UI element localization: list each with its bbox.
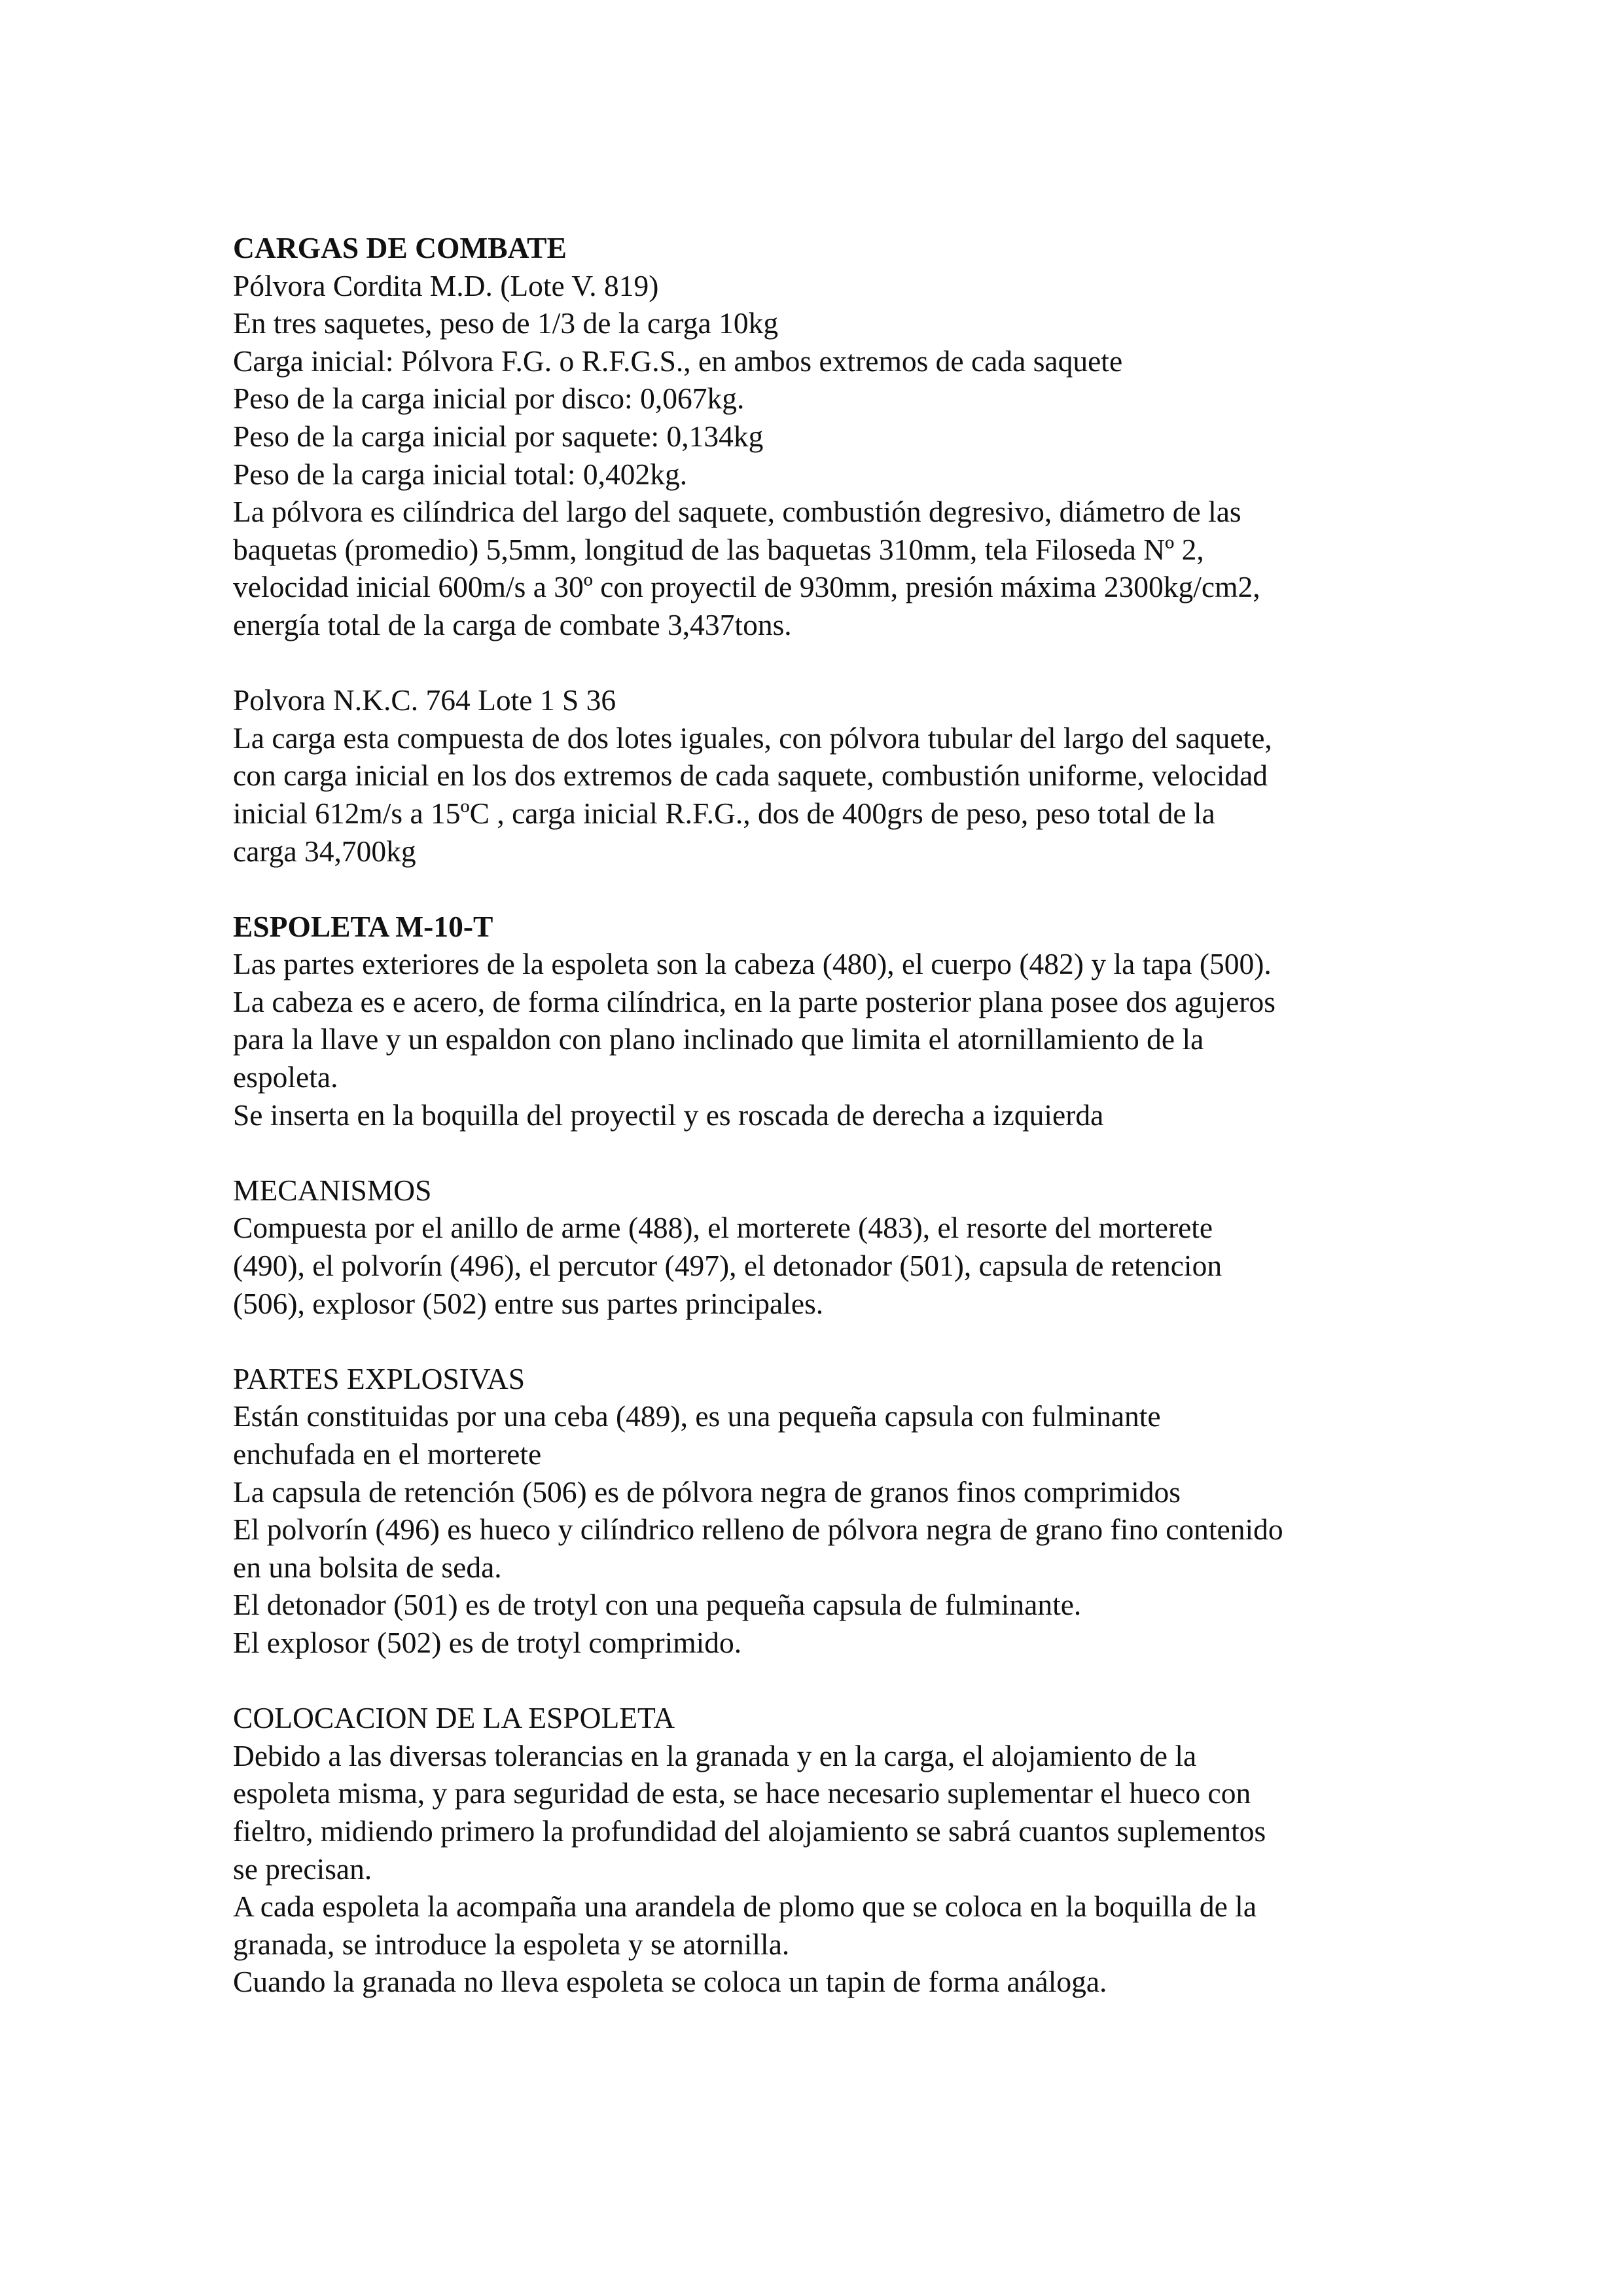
section-heading-colocacion: COLOCACION DE LA ESPOLETA bbox=[233, 1701, 675, 1735]
paragraph-line: velocidad inicial 600m/s a 30º con proyectil de 930mm, presión máxima 2300kg/cm2, bbox=[233, 570, 1260, 604]
paragraph-line: carga 34,700kg bbox=[233, 834, 416, 868]
paragraph-line: La capsula de retención (506) es de pólvora negra de granos finos comprimidos bbox=[233, 1475, 1181, 1509]
paragraph-line: Carga inicial: Pólvora F.G. o R.F.G.S., en ambos extremos de cada saquete bbox=[233, 344, 1123, 378]
paragraph-line: El explosor (502) es de trotyl comprimido. bbox=[233, 1625, 742, 1659]
paragraph-line: A cada espoleta la acompaña una arandela de plomo que se coloca en la boquilla de la bbox=[233, 1890, 1257, 1924]
paragraph-line: El polvorín (496) es hueco y cilíndrico relleno de pólvora negra de grano fino contenido bbox=[233, 1513, 1283, 1547]
paragraph-line: (490), el polvorín (496), el percutor (497), el detonador (501), capsula de retencion bbox=[233, 1249, 1222, 1283]
paragraph-line: Se inserta en la boquilla del proyectil y es roscada de derecha a izquierda bbox=[233, 1098, 1104, 1132]
paragraph-line: Peso de la carga inicial por disco: 0,067kg. bbox=[233, 382, 745, 416]
paragraph-line: Están constituidas por una ceba (489), es una pequeña capsula con fulminante bbox=[233, 1399, 1161, 1433]
paragraph-line: La cabeza es e acero, de forma cilíndrica, en la parte posterior plana posee dos agujeros bbox=[233, 984, 1275, 1018]
paragraph-line: En tres saquetes, peso de 1/3 de la carga 10kg bbox=[233, 306, 779, 340]
paragraph-line: baquetas (promedio) 5,5mm, longitud de las baquetas 310mm, tela Filoseda Nº 2, bbox=[233, 532, 1204, 566]
paragraph-line: en una bolsita de seda. bbox=[233, 1550, 502, 1584]
section-heading-partes-explosivas: PARTES EXPLOSIVAS bbox=[233, 1361, 526, 1395]
paragraph-line: para la llave y un espaldon con plano inclinado que limita el atornillamiento de la bbox=[233, 1022, 1204, 1056]
paragraph-line: Pólvora Cordita M.D. (Lote V. 819) bbox=[233, 268, 659, 302]
section-spacer bbox=[233, 644, 1424, 682]
paragraph-line: Las partes exteriores de la espoleta son la cabeza (480), el cuerpo (482) y la tapa (500). bbox=[233, 947, 1272, 981]
section-spacer bbox=[233, 1322, 1424, 1360]
paragraph-line: energía total de la carga de combate 3,437tons. bbox=[233, 607, 792, 641]
paragraph-line: Peso de la carga inicial por saquete: 0,134kg bbox=[233, 419, 764, 453]
paragraph-line: Compuesta por el anillo de arme (488), el morterete (483), el resorte del morterete bbox=[233, 1211, 1213, 1245]
paragraph-line: Cuando la granada no lleva espoleta se coloca un tapin de forma análoga. bbox=[233, 1965, 1107, 1999]
paragraph-line: enchufada en el morterete bbox=[233, 1437, 542, 1471]
section-spacer bbox=[233, 1662, 1424, 1700]
paragraph-line: se precisan. bbox=[233, 1852, 372, 1886]
paragraph-line: inicial 612m/s a 15ºC , carga inicial R.F.G., dos de 400grs de peso, peso total de la bbox=[233, 796, 1215, 830]
document-page bbox=[233, 229, 1424, 2001]
paragraph-line: Peso de la carga inicial total: 0,402kg. bbox=[233, 457, 688, 491]
paragraph-line: (506), explosor (502) entre sus partes principales. bbox=[233, 1286, 824, 1320]
paragraph-line: La carga esta compuesta de dos lotes iguales, con pólvora tubular del largo del saquete, bbox=[233, 721, 1272, 755]
paragraph-line: Debido a las diversas tolerancias en la granada y en la carga, el alojamiento de la bbox=[233, 1738, 1197, 1772]
section-heading-cargas-de-combate: CARGAS DE COMBATE bbox=[233, 231, 567, 264]
paragraph-line: con carga inicial en los dos extremos de cada saquete, combustión uniforme, velocidad bbox=[233, 759, 1268, 793]
paragraph-line: espoleta misma, y para seguridad de esta, se hace necesario suplementar el hueco con bbox=[233, 1776, 1251, 1810]
paragraph-line: espoleta. bbox=[233, 1060, 338, 1094]
section-spacer bbox=[233, 1134, 1424, 1172]
paragraph-line: fieltro, midiendo primero la profundidad del alojamiento se sabrá cuantos suplementos bbox=[233, 1814, 1266, 1848]
section-spacer bbox=[233, 870, 1424, 908]
section-heading-espoleta: ESPOLETA M-10-T bbox=[233, 909, 493, 943]
paragraph-line: La pólvora es cilíndrica del largo del saquete, combustión degresivo, diámetro de las bbox=[233, 495, 1241, 529]
section-heading-mecanismos: MECANISMOS bbox=[233, 1173, 432, 1207]
paragraph-line: granada, se introduce la espoleta y se atornilla. bbox=[233, 1927, 790, 1961]
paragraph-line: El detonador (501) es de trotyl con una pequeña capsula de fulminante. bbox=[233, 1588, 1082, 1622]
paragraph-line: Polvora N.K.C. 764 Lote 1 S 36 bbox=[233, 683, 616, 717]
